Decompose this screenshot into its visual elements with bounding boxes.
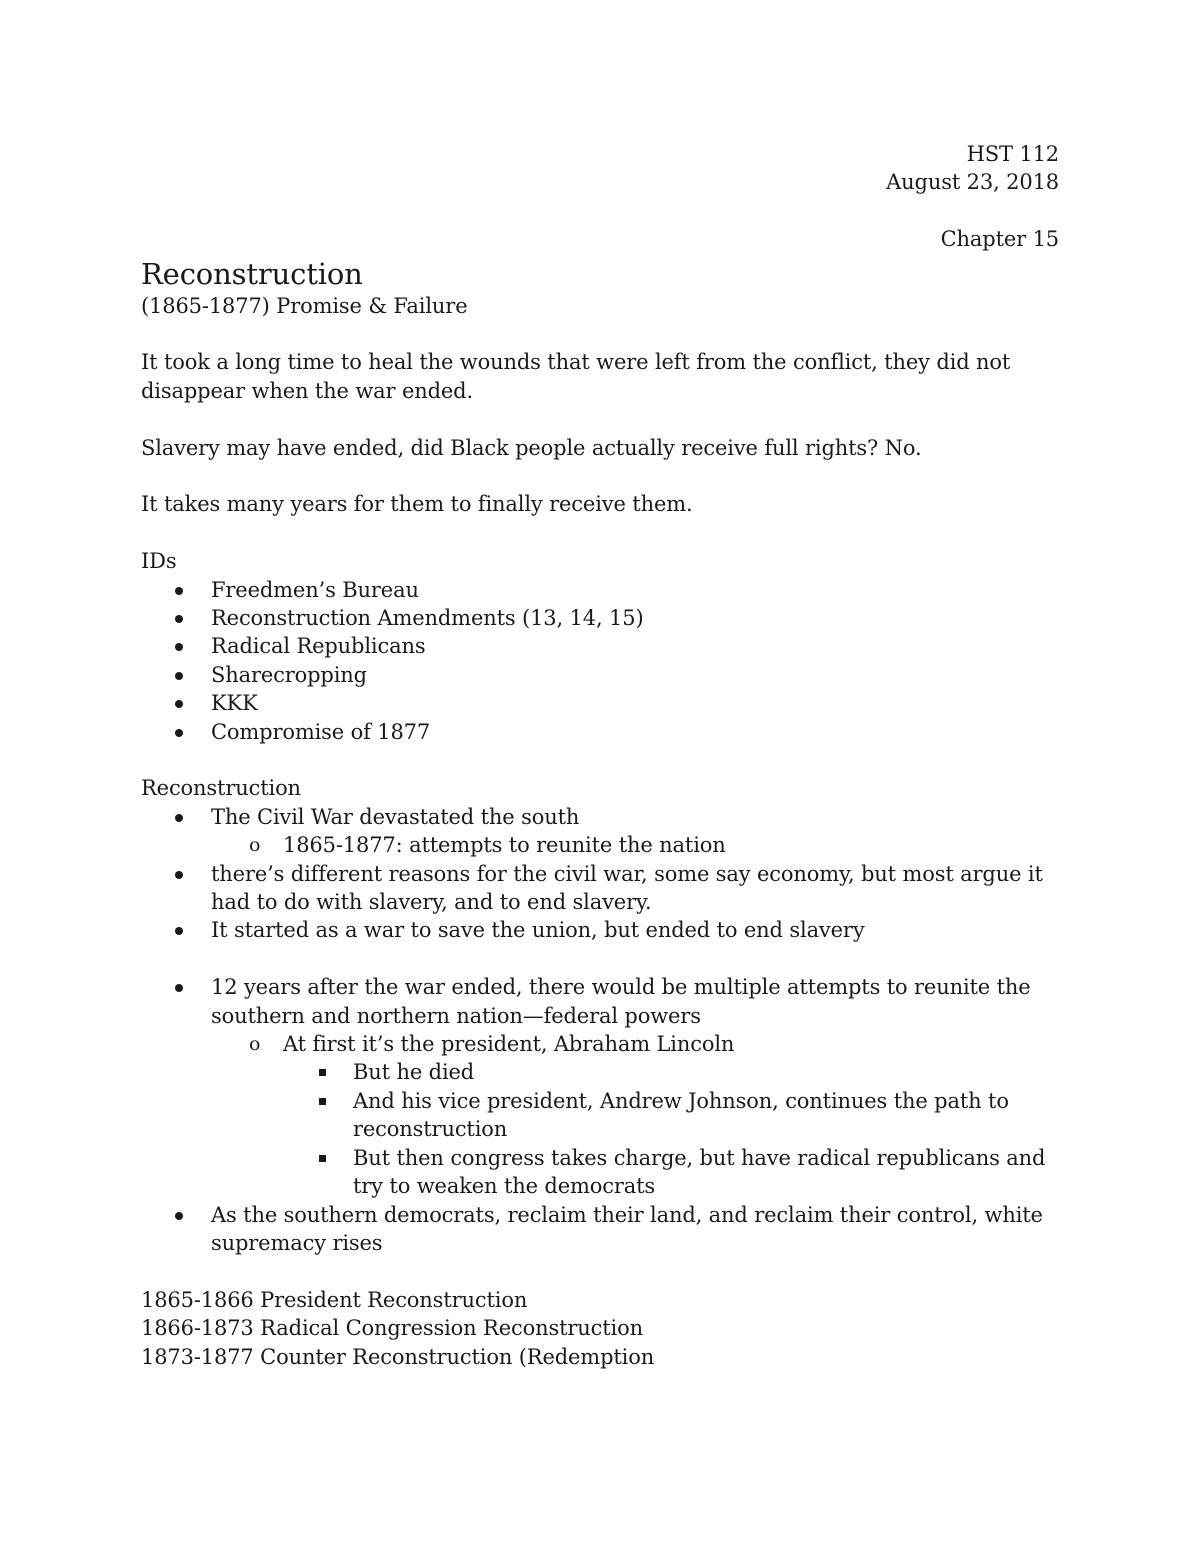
document-subtitle: (1865-1877) Promise & Failure bbox=[141, 293, 468, 318]
list-item: The Civil War devastated the south o 1865-1877: attempts to reunite the nation bbox=[141, 803, 1059, 860]
spacer bbox=[141, 746, 1059, 774]
bullet-dot-icon bbox=[175, 615, 183, 623]
bullet-square-icon bbox=[319, 1155, 326, 1162]
bullet-dot-icon bbox=[175, 984, 183, 992]
paragraph: It took a long time to heal the wounds that were left from the conflict, they did not disappear when the war ended. bbox=[141, 350, 1011, 403]
list-item: 12 years after the war ended, there would be multiple attempts to reunite the southern and northern nation—federal powers o At first it’s the president, Abraham Lincoln But he died And his vice president, Andrew Johnson, continues the path to reconstruction But then congress takes charge, but have radical republicans and try to weaken the democrats bbox=[141, 973, 1059, 1200]
chapter-label: Chapter 15 bbox=[940, 227, 1059, 252]
reconstruction-list bbox=[141, 803, 1059, 945]
bullet-dot-icon bbox=[175, 700, 183, 708]
list-item: It started as a war to save the union, but ended to end slavery bbox=[141, 916, 1059, 944]
list-item: KKK bbox=[141, 689, 1059, 717]
list-item: there’s different reasons for the civil war, some say economy, but most argue it had to do with slavery, and to end slavery. bbox=[141, 860, 1059, 917]
bullet-dot-icon bbox=[175, 1212, 183, 1220]
document-title: Reconstruction bbox=[141, 256, 363, 291]
bullet-dot-icon bbox=[175, 927, 183, 935]
list-item: But then congress takes charge, but have radical republicans and try to weaken the democrats bbox=[283, 1144, 1059, 1201]
sub-list bbox=[211, 831, 1059, 859]
spacer bbox=[141, 405, 1059, 433]
bullet-circle-icon: o bbox=[249, 834, 261, 857]
reconstruction-list-continued bbox=[141, 973, 1059, 1257]
sub-list bbox=[211, 1030, 1059, 1200]
bullet-square-icon bbox=[319, 1098, 326, 1105]
period-line: 1865-1866 President Reconstruction bbox=[141, 1287, 528, 1312]
spacer bbox=[141, 945, 1059, 973]
list-item: Sharecropping bbox=[141, 661, 1059, 689]
note-date: August 23, 2018 bbox=[886, 170, 1059, 195]
list-item: Freedmen’s Bureau bbox=[141, 576, 1059, 604]
spacer bbox=[141, 1257, 1059, 1285]
list-item: o At first it’s the president, Abraham Lincoln But he died And his vice president, Andrew Johnson, continues the path to reconstruction But then congress takes charge, but have radical republicans and try to weaken the democrats bbox=[211, 1030, 1059, 1200]
spacer bbox=[141, 320, 1059, 348]
bullet-dot-icon bbox=[175, 814, 183, 822]
paragraph: It takes many years for them to finally receive them. bbox=[141, 492, 693, 517]
bullet-square-icon bbox=[319, 1069, 326, 1076]
list-item: As the southern democrats, reclaim their land, and reclaim their control, white supremacy rises bbox=[141, 1201, 1059, 1258]
bullet-dot-icon bbox=[175, 729, 183, 737]
spacer bbox=[141, 519, 1059, 547]
spacer bbox=[141, 462, 1059, 490]
bullet-circle-icon: o bbox=[249, 1033, 261, 1056]
bullet-dot-icon bbox=[175, 587, 183, 595]
list-item: Radical Republicans bbox=[141, 632, 1059, 660]
ids-heading: IDs bbox=[141, 549, 177, 574]
sub-sub-list bbox=[283, 1058, 1059, 1200]
period-line: 1866-1873 Radical Congression Reconstruction bbox=[141, 1316, 643, 1341]
document-page bbox=[141, 140, 1059, 1371]
course-code: HST 112 bbox=[966, 142, 1059, 166]
bullet-dot-icon bbox=[175, 643, 183, 651]
list-item: Reconstruction Amendments (13, 14, 15) bbox=[141, 604, 1059, 632]
list-item: Compromise of 1877 bbox=[141, 718, 1059, 746]
list-item: But he died bbox=[283, 1058, 1059, 1086]
period-line: 1873-1877 Counter Reconstruction (Redemption bbox=[141, 1344, 655, 1369]
list-item: o 1865-1877: attempts to reunite the nation bbox=[211, 831, 1059, 859]
ids-list bbox=[141, 576, 1059, 746]
bullet-dot-icon bbox=[175, 672, 183, 680]
paragraph: Slavery may have ended, did Black people actually receive full rights? No. bbox=[141, 435, 922, 460]
reconstruction-heading: Reconstruction bbox=[141, 776, 301, 801]
list-item: And his vice president, Andrew Johnson, continues the path to reconstruction bbox=[283, 1087, 1059, 1144]
bullet-dot-icon bbox=[175, 871, 183, 879]
spacer bbox=[141, 197, 1059, 225]
